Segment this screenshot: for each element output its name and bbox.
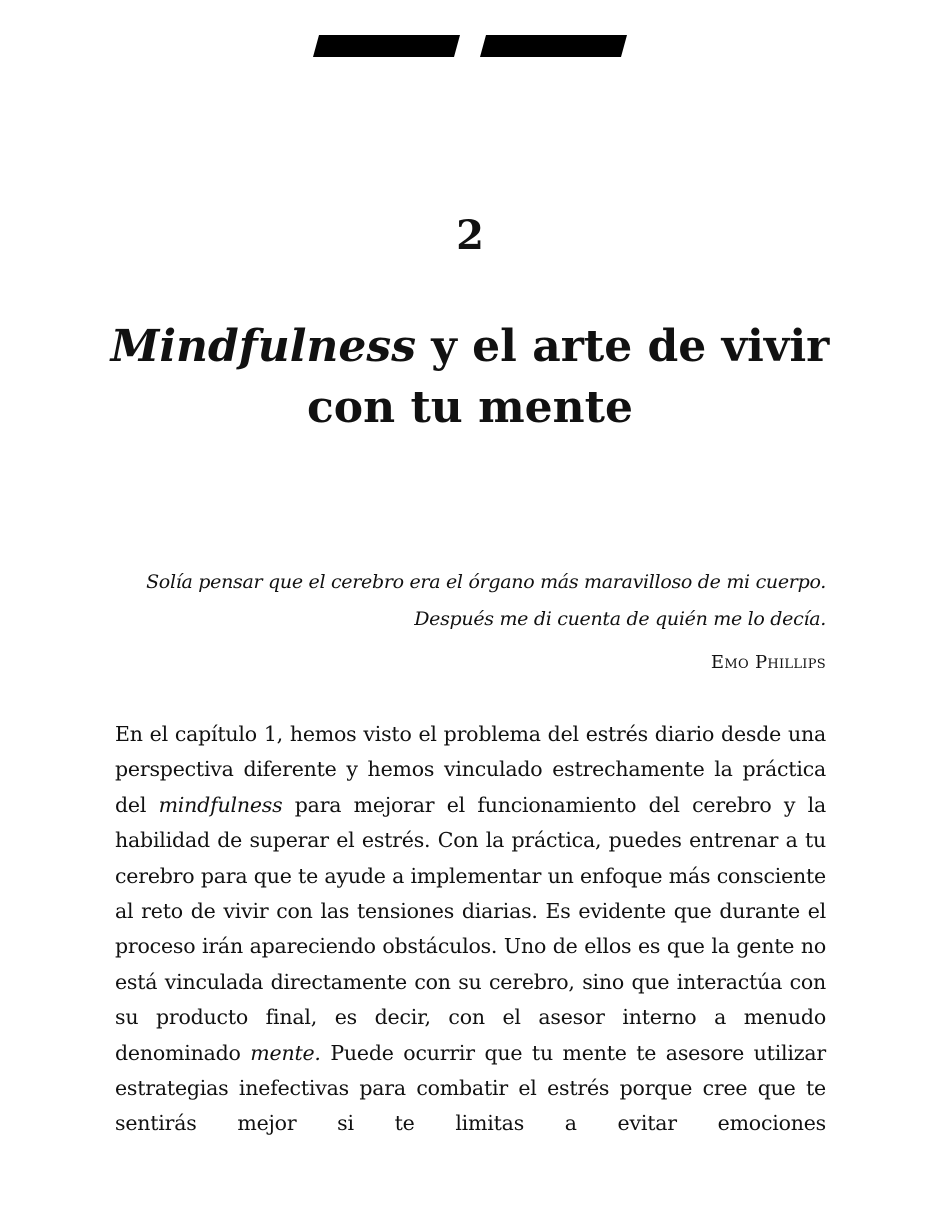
body-text-part-3: Puede ocurrir que tu mente te asesore utilizar estrategias inefectivas para combatir el estrés porque cree que te sentirás mejor si te limitas a evitar emociones	[115, 1040, 826, 1136]
chapter-title-line2: con tu mente	[307, 382, 633, 433]
epigraph-quote	[140, 564, 826, 638]
chapter-ornament	[313, 35, 627, 57]
body-text-part-1: En el capítulo 1, hemos visto el problema del estrés diario desde una perspectiva diferente y hemos vinculado estrechamente la práctica del	[115, 722, 826, 817]
body-text-part-2: para mejorar el funcionamiento del cerebro y la habilidad de superar el estrés. Con la práctica, puedes entrenar a tu cerebro para que te ayude a implementar un enfoque más consciente al reto de vivir con las tensiones diarias. Es evidente que durante el proceso irán apareciendo obstáculos. Uno de ellos es que la gente no está vinculada directamente con su cerebro, sino que interactúa con su producto final, es decir, con el asesor interno a menudo denominado	[115, 792, 826, 1065]
chapter-title	[100, 316, 840, 438]
body-italic-mindfulness: mindfulness	[158, 792, 283, 817]
ornament-bar-left	[313, 35, 460, 57]
epigraph-line-2: Después me di cuenta de quién me lo decía.	[414, 608, 826, 630]
body-italic-mente: mente.	[250, 1040, 321, 1065]
epigraph-author: Emo Phillips	[710, 652, 826, 673]
body-paragraph	[115, 717, 826, 1142]
ornament-bar-right	[480, 35, 627, 57]
chapter-title-italic: Mindfulness	[110, 321, 416, 372]
chapter-number: 2	[456, 212, 484, 259]
epigraph-line-1: Solía pensar que el cerebro era el órgano más maravilloso de mi cuerpo.	[146, 571, 826, 593]
chapter-title-line1-rest: y el arte de vivir	[415, 321, 830, 372]
